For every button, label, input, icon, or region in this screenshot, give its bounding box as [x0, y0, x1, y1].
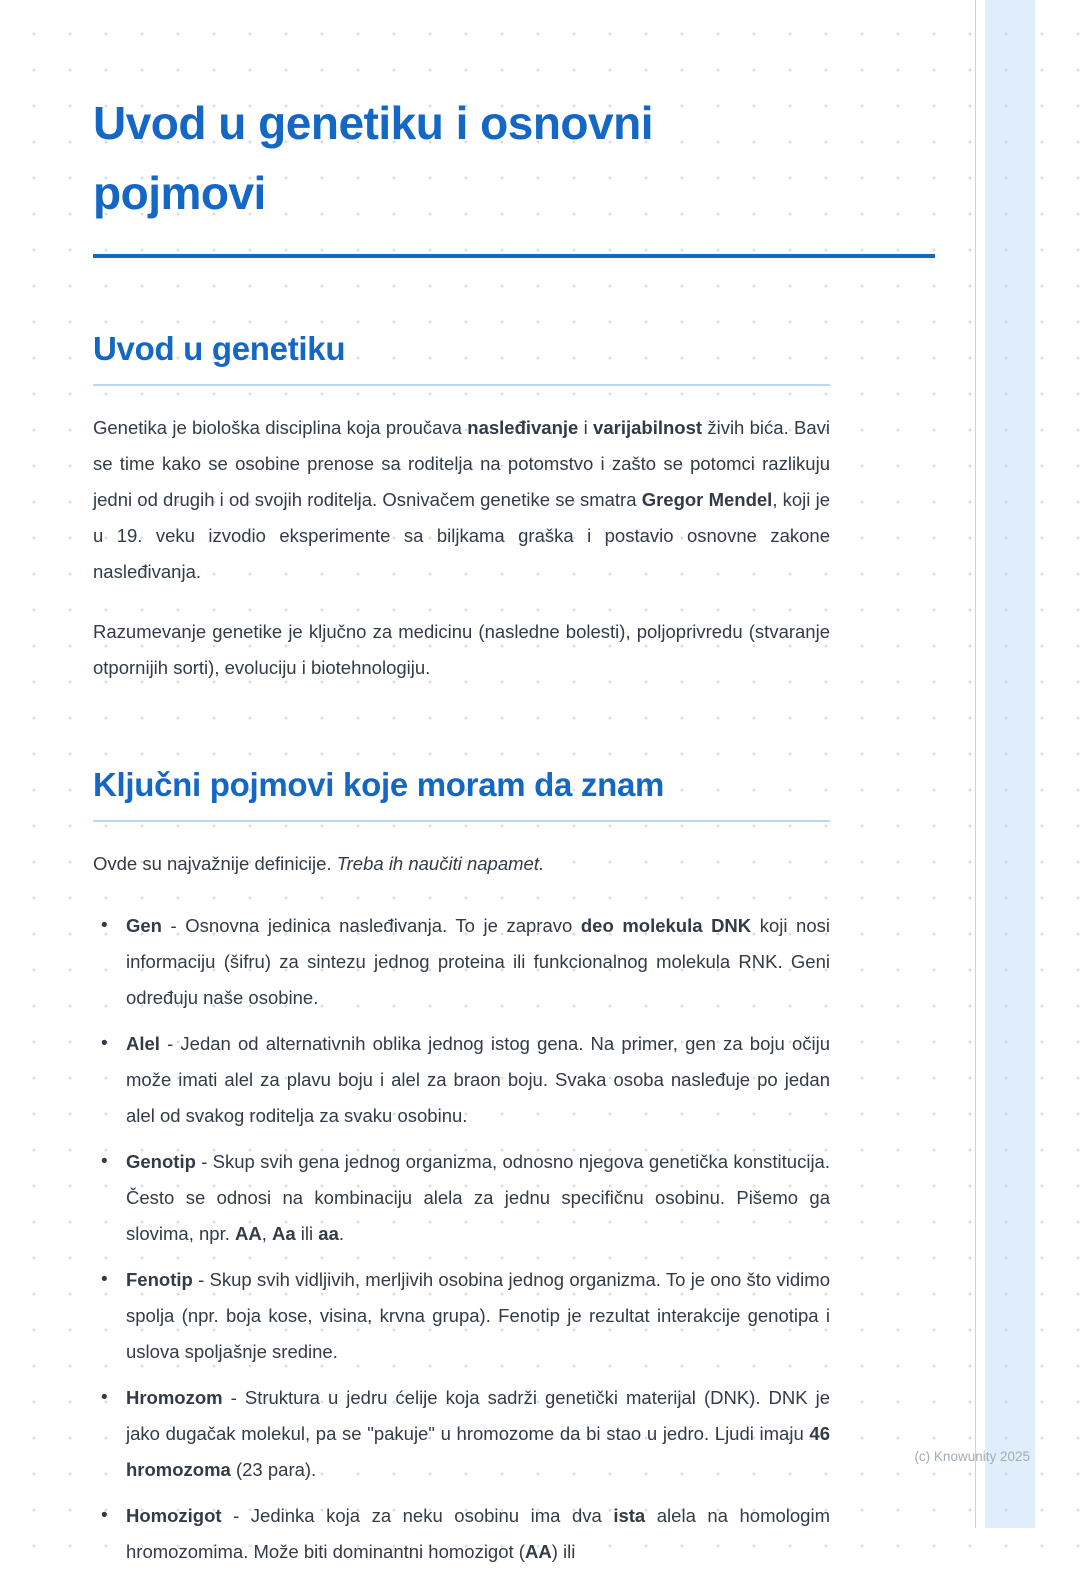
list-item-hromozom: • Hromozom - Struktura u jedru ćelije koja sadrži genetički materijal (DNK). DNK je jako dugačak molekul, pa se "pakuje" u hromozome da bi stao u jedro. Ljudi imaju 46 hromozoma (23 para). — [93, 1380, 830, 1488]
list-item-gen: • Gen - Osnovna jedinica nasleđivanja. To je zapravo deo molekula DNK koji nosi informaciju (šifru) za sintezu jednog proteina ili funkcionalnog molekula RNK. Geni određuju naše osobine. — [93, 908, 830, 1016]
document-content — [93, 0, 830, 1570]
section-heading-uvod: Uvod u genetiku — [93, 330, 830, 386]
page-edge-line — [975, 0, 976, 1528]
footer-credit: (c) Knowunity 2025 — [914, 1449, 1030, 1464]
definitions-list — [93, 908, 830, 1570]
title-divider — [93, 254, 935, 258]
list-item-genotip: • Genotip - Skup svih gena jednog organizma, odnosno njegova genetička konstitucija. Često se odnosi na kombinaciju alela za jednu specifičnu osobinu. Pišemo ga slovima, npr. AA, Aa ili aa. — [93, 1144, 830, 1252]
list-item-homozigot: • Homozigot - Jedinka koja za neku osobinu ima dva ista alela na homologim hromozomima. Može biti dominantni homozigot (AA) ili — [93, 1498, 830, 1570]
paragraph-genetika-intro: Genetika je biološka disciplina koja proučava nasleđivanje i varijabilnost živih bića. Bavi se time kako se osobine prenose sa roditelja na potomstvo i zašto se potomci razlikuju jedni od drugih i od svojih roditelja. Osnivačem genetike se smatra Gregor Mendel, koji je u 19. veku izvodio eksperimente sa biljkama graška i postavio osnovne zakone nasleđivanja. — [93, 417, 831, 582]
section-kljucni-pojmovi — [93, 766, 830, 1570]
paragraph-razumevanje: Razumevanje genetike je ključno za medicinu (nasledne bolesti), poljoprivredu (stvaranje otpornijih sorti), evoluciju i biotehnologiju. — [93, 621, 830, 678]
section-heading-kljucni-pojmovi: Ključni pojmovi koje moram da znam — [93, 766, 830, 822]
paragraph-definicije-intro: Ovde su najvažnije definicije. Treba ih naučiti napamet. — [93, 853, 545, 874]
page-edge-band — [985, 0, 1035, 1528]
page-title: Uvod u genetiku i osnovni pojmovi — [93, 97, 653, 219]
section-uvod-u-genetiku — [93, 330, 830, 686]
list-item-alel: • Alel - Jedan od alternativnih oblika jednog istog gena. Na primer, gen za boju očiju može imati alel za plavu boju i alel za braon boju. Svaka osoba nasleđuje po jedan alel od svakog roditelja za svaku osobinu. — [93, 1026, 830, 1134]
list-item-fenotip: • Fenotip - Skup svih vidljivih, merljivih osobina jednog organizma. To je ono što vidimo spolja (npr. boja kose, visina, krvna grupa). Fenotip je rezultat interakcije genotipa i uslova spoljašnje sredine. — [93, 1262, 830, 1370]
